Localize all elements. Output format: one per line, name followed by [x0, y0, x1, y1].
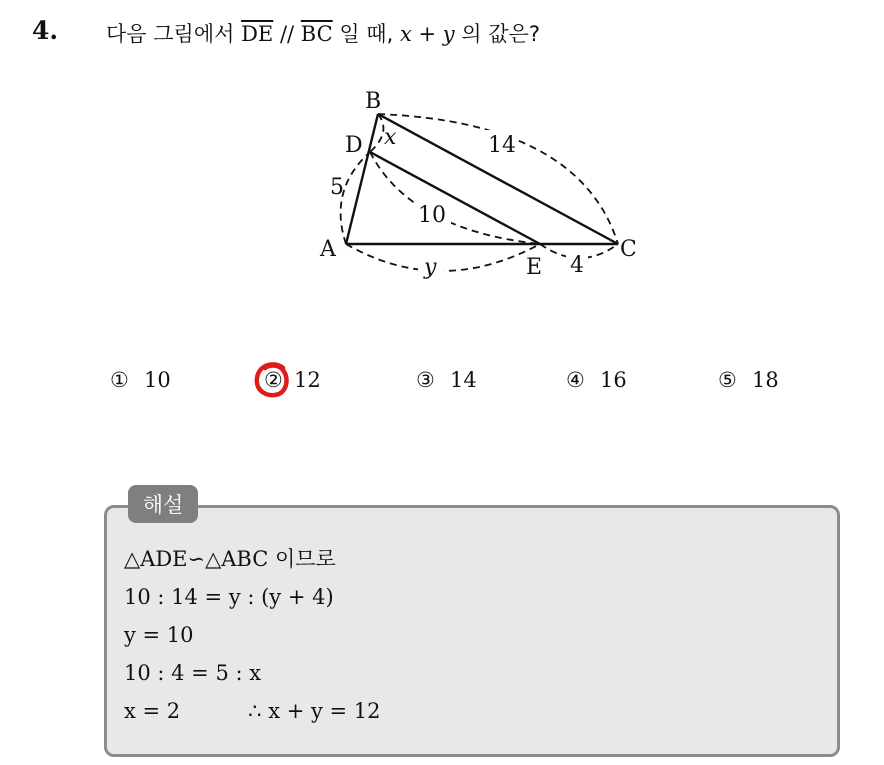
solution-line-5-right: ∴ x + y = 12: [248, 699, 381, 723]
solution-line-4: 10 : 4 = 5 : x: [124, 661, 262, 685]
choice-1[interactable]: [110, 368, 171, 392]
question-mid: 일 때,: [332, 22, 400, 46]
vertex-a-label: A: [320, 237, 336, 262]
choice-1-value: 10: [144, 368, 171, 392]
choice-3[interactable]: [416, 368, 477, 392]
question-prefix: 다음 그림에서: [106, 22, 242, 46]
triangle-diagram: [300, 80, 660, 290]
solution-lines: [124, 540, 381, 730]
segment-de-line: [370, 152, 540, 244]
choice-3-mark: ③: [416, 368, 435, 392]
length-14-label: 14: [488, 133, 516, 158]
solution-line-3: y = 10: [124, 623, 194, 647]
choice-5-mark: ⑤: [718, 368, 737, 392]
parallel-symbol: //: [279, 22, 295, 46]
length-5-label: 5: [330, 175, 344, 200]
solution-line-2: 10 : 14 = y : (y + 4): [124, 585, 334, 609]
choice-4[interactable]: [566, 368, 627, 392]
var-x: x: [399, 22, 412, 46]
choice-1-mark: ①: [110, 368, 129, 392]
var-y: y: [442, 22, 455, 46]
triangle-figure: [300, 80, 660, 290]
choice-4-mark: ④: [566, 368, 585, 392]
vertex-e-label: E: [526, 255, 543, 280]
choice-2-mark: ②: [264, 368, 283, 392]
plus-sign: +: [411, 22, 443, 46]
length-4-label: 4: [570, 253, 584, 278]
question-number: 4.: [32, 16, 59, 45]
choice-5[interactable]: [718, 368, 779, 392]
choice-5-value: 18: [752, 368, 779, 392]
question-text: [106, 18, 540, 48]
segment-de: $\overline{DE}$: [241, 22, 274, 46]
answer-circle-mark: [253, 360, 291, 400]
question-suffix: 의 값은?: [454, 22, 540, 46]
segment-bc: $\overline{BC}$: [300, 22, 333, 46]
length-y-label: y: [424, 255, 437, 280]
solution-line-1: △ADE∽△ABC 이므로: [124, 547, 336, 571]
choice-2-value: 12: [294, 368, 321, 392]
solution-line-5: [124, 692, 381, 730]
length-10-label: 10: [418, 203, 446, 228]
length-x-label: x: [384, 125, 397, 150]
choice-4-value: 16: [600, 368, 627, 392]
choice-3-value: 14: [450, 368, 477, 392]
vertex-c-label: C: [620, 237, 637, 262]
answer-choices: [0, 368, 884, 400]
vertex-d-label: D: [345, 133, 363, 158]
solution-tag: 해설: [128, 485, 198, 523]
solution-line-5-left: x = 2: [124, 699, 181, 723]
vertex-b-label: B: [365, 89, 382, 114]
